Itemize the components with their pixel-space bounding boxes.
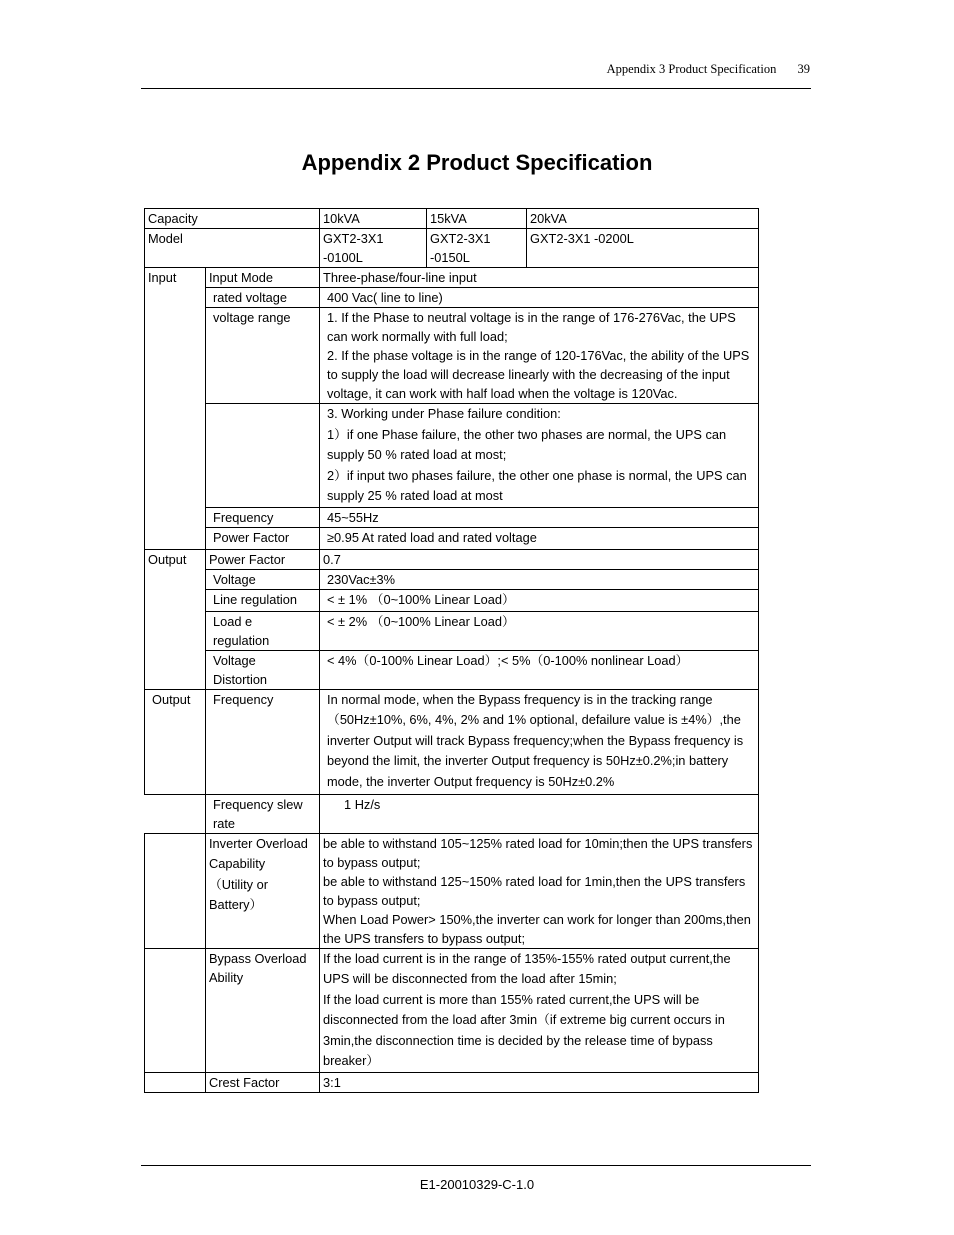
empty-cell [145,507,206,527]
empty-cell [145,308,206,404]
crest-factor-value: 3:1 [320,1072,759,1092]
load-regulation-label: Load e regulation [206,611,320,650]
empty-cell [145,794,206,833]
crest-factor-label: Crest Factor [206,1072,320,1092]
voltage-distortion-label: Voltage Distortion [206,650,320,689]
table-row [145,569,759,589]
footer-rule [141,1165,811,1166]
table-row [145,527,759,549]
model-label: Model [145,229,320,268]
voltage-range-value-2: 3. Working under Phase failure condition: 1）if one Phase failure, the other two phases are normal, the UPS can supply 50 % rated load at most; 2）if input two phases failure, the other one phase is normal, the UPS can supply 25 % rated load at most [320,404,759,508]
table-row [145,589,759,611]
input-frequency-label: Frequency [206,507,320,527]
page-title: Appendix 2 Product Specification [301,150,653,175]
capacity-label: Capacity [145,209,320,229]
table-row [145,549,759,569]
frequency-slew-label: Frequency slew rate [206,794,320,833]
voltage-range-value-1: 1. If the Phase to neutral voltage is in the range of 176-276Vac, the UPS can work normally with full load; 2. If the phase voltage is in the range of 120-176Vac, the ability of the UPS to supply the load will decrease linearly with the decreasing of the input voltage, it can work with half load when the voltage is 120Vac. [320,308,759,404]
empty-cell [145,527,206,549]
input-mode-label: Input Mode [206,268,320,288]
model-15kva: GXT2-3X1 -0150L [427,229,527,268]
input-power-factor-value: ≥0.95 At rated load and rated voltage [320,527,759,549]
table-row [145,507,759,527]
bypass-overload-value: If the load current is in the range of 135%-155% rated output current,the UPS will be disconnected from the load after 15min; If the load current is more than 155% rated current,the UPS will be disconnected from the load after 3min（if extreme big current occurs in 3min,the disconnection time is decided by the release time of bypass breaker） [320,948,759,1072]
table-row [145,308,759,404]
line-regulation-value: < ± 1% （0~100% Linear Load） [320,589,759,611]
load-regulation-value: < ± 2% （0~100% Linear Load） [320,611,759,650]
empty-cell [145,569,206,589]
capacity-15kva: 15kVA [427,209,527,229]
input-group-label: Input [145,268,206,288]
table-row [145,288,759,308]
output-group-label: Output [145,549,206,569]
inverter-overload-value: be able to withstand 105~125% rated load for 10min;then the UPS transfers to bypass output; be able to withstand 125~150% rated load for 1min,then the UPS transfers to bypass output; When Load Power> 150%,the inverter can work for longer than 200ms,then the UPS transfers to bypass output; [320,833,759,948]
empty-cell [145,1072,206,1092]
capacity-20kva: 20kVA [527,209,759,229]
rated-voltage-label: rated voltage [206,288,320,308]
page-number: 39 [797,62,810,76]
table-row [145,268,759,288]
specification-table [144,208,759,1093]
empty-cell [145,589,206,611]
empty-cell [206,404,320,508]
input-mode-value: Three-phase/four-line input [320,268,759,288]
model-20kva: GXT2-3X1 -0200L [527,229,759,268]
table-row [145,689,759,794]
output-frequency-label: Frequency [206,689,320,794]
rated-voltage-value: 400 Vac( line to line) [320,288,759,308]
inverter-overload-label: Inverter Overload Capability （Utility or Battery） [206,833,320,948]
output-frequency-value: In normal mode, when the Bypass frequency is in the tracking range （50Hz±10%, 6%, 4%, 2% and 1% optional, defailure value is ±4%）,the inverter Output will track Bypass frequency;when the Bypass frequency is beyond the limit, the inverter Output frequency is 50Hz±0.2%;in battery mode, the inverter Output frequency is 50Hz±0.2% [320,689,759,794]
voltage-range-label: voltage range [206,308,320,404]
empty-cell [145,948,206,1072]
table-row [145,948,759,1072]
table-row [145,209,759,229]
table-row [145,650,759,689]
input-power-factor-label: Power Factor [206,527,320,549]
empty-cell [145,650,206,689]
table-row [145,1072,759,1092]
table-row [145,833,759,948]
output-power-factor-value: 0.7 [320,549,759,569]
empty-cell [145,288,206,308]
header-rule [141,88,811,89]
output-group-label-2: Output [145,689,206,794]
table-row [145,229,759,268]
model-10kva: GXT2-3X1 -0100L [320,229,427,268]
frequency-slew-value: 1 Hz/s [320,794,759,833]
running-title: Appendix 3 Product Specification [606,62,777,76]
voltage-distortion-value: < 4%（0-100% Linear Load）;< 5%（0-100% nonlinear Load） [320,650,759,689]
table-row [145,404,759,508]
empty-cell [145,833,206,948]
empty-cell [145,404,206,508]
table-row [145,611,759,650]
voltage-value: 230Vac±3% [320,569,759,589]
bypass-overload-label: Bypass Overload Ability [206,948,320,1072]
capacity-10kva: 10kVA [320,209,427,229]
input-frequency-value: 45~55Hz [320,507,759,527]
table-row [145,794,759,833]
voltage-label: Voltage [206,569,320,589]
empty-cell [145,611,206,650]
line-regulation-label: Line regulation [206,589,320,611]
running-header [607,62,810,77]
document-code: E1-20010329-C-1.0 [419,1177,535,1192]
output-power-factor-label: Power Factor [206,549,320,569]
